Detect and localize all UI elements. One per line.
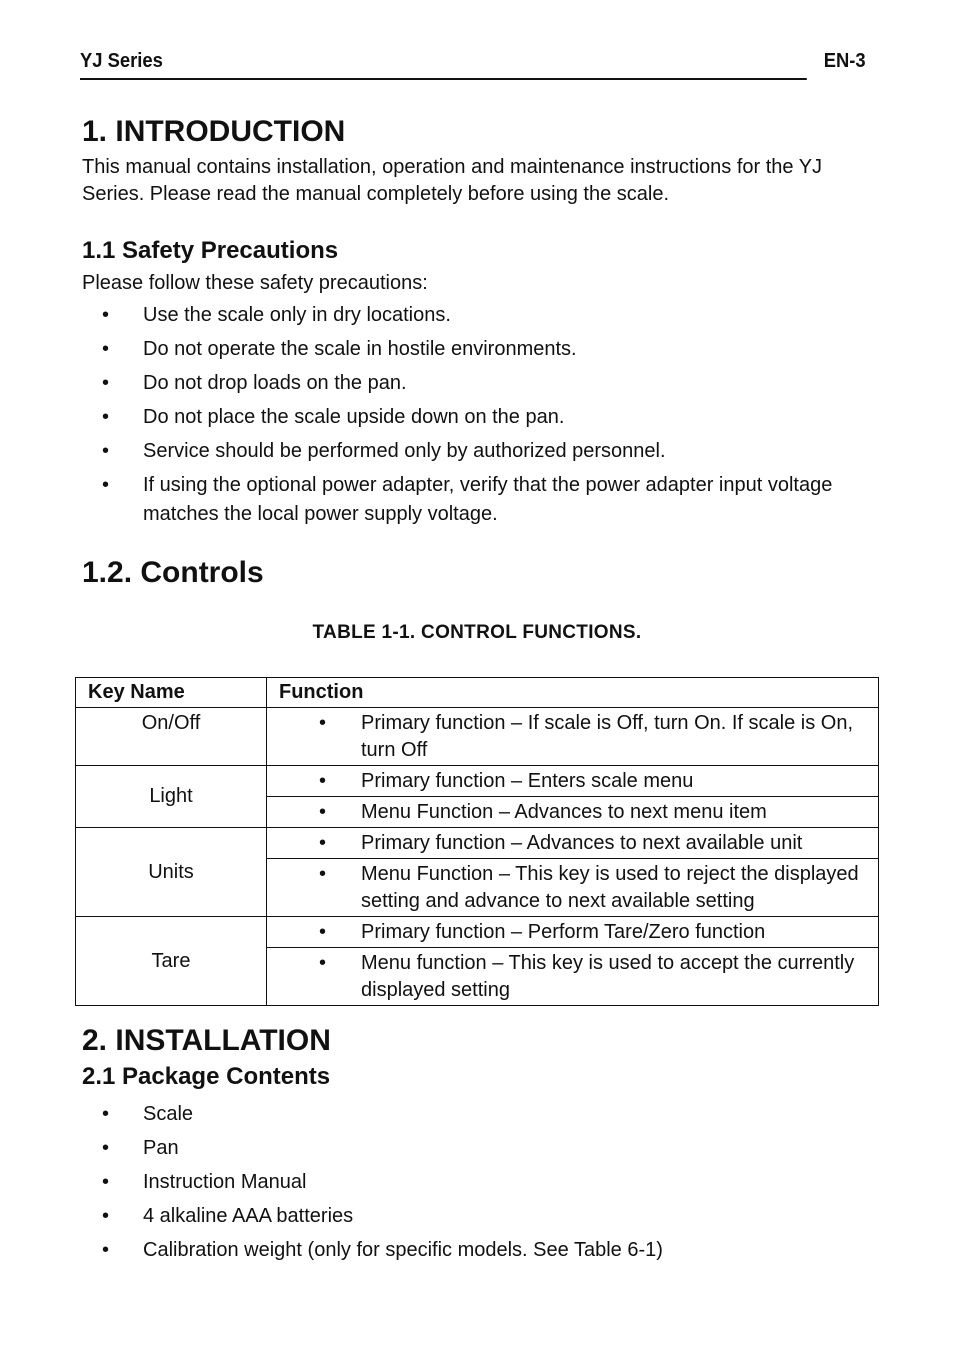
bullet-icon: • [319, 952, 327, 974]
table-row [76, 828, 879, 859]
list-item: • Use the scale only in dry locations. [82, 301, 872, 329]
section-heading-controls: 1.2. Controls [82, 556, 264, 589]
subsection-heading-safety: 1.1 Safety Precautions [82, 237, 339, 264]
list-item: • Do not place the scale upside down on the pan. [82, 403, 872, 431]
column-header-function: Function [267, 678, 879, 708]
bullet-icon: • [319, 921, 327, 943]
function-cell: • Primary function – If scale is Off, turn On. If scale is On, turn Off [267, 708, 879, 766]
key-name-cell: On/Off [76, 708, 267, 766]
control-functions-table [75, 677, 879, 1006]
list-item: • Do not operate the scale in hostile environments. [82, 335, 872, 363]
table-row [76, 917, 879, 948]
safety-list [82, 301, 872, 529]
bullet-icon: • [102, 338, 110, 360]
bullet-icon: • [102, 440, 110, 462]
list-item: • If using the optional power adapter, verify that the power adapter input voltage matches the local power supply voltage. [82, 471, 872, 529]
section-heading-introduction: 1. INTRODUCTION [82, 115, 346, 148]
column-header-key-name: Key Name [76, 678, 267, 708]
safety-intro: Please follow these safety precautions: [82, 272, 428, 294]
bullet-icon: • [319, 863, 327, 885]
bullet-icon: • [102, 304, 110, 326]
list-item: • Do not drop loads on the pan. [82, 369, 872, 397]
bullet-icon: • [319, 832, 327, 854]
header-page-number: EN-3 [823, 50, 866, 72]
function-cell: • Menu Function – Advances to next menu item [267, 797, 879, 828]
function-cell: • Primary function – Advances to next available unit [267, 828, 879, 859]
function-cell: • Primary function – Perform Tare/Zero function [267, 917, 879, 948]
table-row [76, 708, 879, 766]
package-contents-list [82, 1100, 872, 1264]
list-item: • Instruction Manual [82, 1168, 872, 1196]
bullet-icon: • [102, 1137, 110, 1159]
list-item: • Service should be performed only by authorized personnel. [82, 437, 872, 465]
bullet-icon: • [102, 474, 110, 496]
list-item: • Scale [82, 1100, 872, 1128]
introduction-paragraph: This manual contains installation, operation and maintenance instructions for the YJ Series. Please read the manual completely before using the scale. [82, 156, 823, 205]
subsection-heading-package-contents: 2.1 Package Contents [82, 1063, 331, 1090]
bullet-icon: • [319, 801, 327, 823]
function-cell: • Menu function – This key is used to accept the currently displayed setting [267, 948, 879, 1006]
bullet-icon: • [319, 712, 327, 734]
bullet-icon: • [102, 1205, 110, 1227]
running-header [80, 50, 866, 80]
key-name-cell: Light [76, 766, 267, 828]
table-row [76, 766, 879, 797]
bullet-icon: • [102, 1239, 110, 1261]
header-series-name: YJ Series [80, 50, 163, 72]
table-header-row [76, 678, 879, 708]
bullet-icon: • [102, 1171, 110, 1193]
key-name-cell: Units [76, 828, 267, 917]
bullet-icon: • [102, 406, 110, 428]
bullet-icon: • [319, 770, 327, 792]
list-item: • 4 alkaline AAA batteries [82, 1202, 872, 1230]
list-item: • Pan [82, 1134, 872, 1162]
key-name-cell: Tare [76, 917, 267, 1006]
list-item: • Calibration weight (only for specific models. See Table 6-1) [82, 1236, 872, 1264]
function-cell: • Primary function – Enters scale menu [267, 766, 879, 797]
section-heading-installation: 2. INSTALLATION [82, 1024, 331, 1057]
bullet-icon: • [102, 372, 110, 394]
table-caption: TABLE 1-1. CONTROL FUNCTIONS. [312, 622, 642, 643]
function-cell: • Menu Function – This key is used to reject the displayed setting and advance to next available setting [267, 859, 879, 917]
bullet-icon: • [102, 1103, 110, 1125]
